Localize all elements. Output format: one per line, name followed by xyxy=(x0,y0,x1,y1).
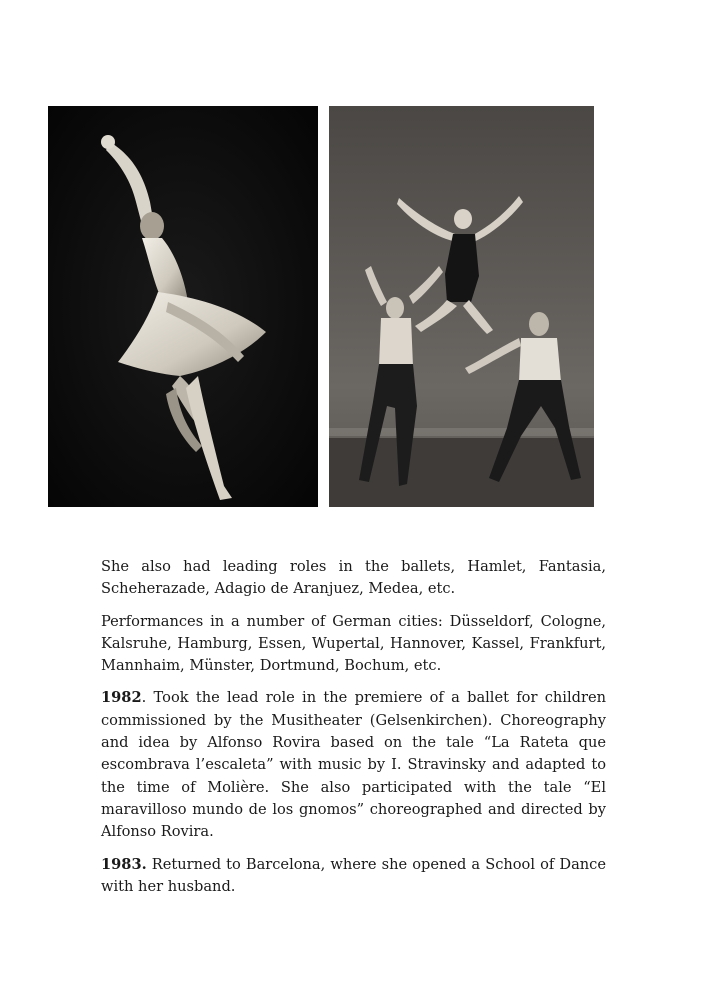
paragraph-3-bold: 1982 xyxy=(101,689,142,707)
paragraph-2 xyxy=(101,611,606,678)
paragraph-4-bold: 1983. xyxy=(101,855,147,873)
paragraph-2-text: Performances in a number of German cities: Düsseldorf, Cologne, Kalsruhe, Hamburg, Essen, Wupertal, Hannover, Kassel, Frankfurt, Mannhaim, Münster, Dortmund, Bochum, etc. xyxy=(101,612,606,675)
paragraph-1 xyxy=(101,556,606,601)
dance-trio-photo-graphic xyxy=(329,106,594,507)
ballerina-photo-graphic xyxy=(48,106,318,507)
paragraph-1-text: She also had leading roles in the ballets, Hamlet, Fantasia, Scheherazade, Adagio de Aranjuez, Medea, etc. xyxy=(101,558,606,598)
dance-trio-photo xyxy=(329,106,594,507)
ballerina-photo xyxy=(48,106,318,507)
paragraph-3-text: . Took the lead role in the premiere of a ballet for children commissioned by the Musitheater (Gelsenkirchen). Choreography and idea by Alfonso Rovira based on the tale “La Rateta que escombrava l’escaleta” with music by I. Stravinsky and adapted to the time of Molière. She also participated with the tale “El maravilloso mundo de los gnomos” choreographed and directed by Alfonso Rovira. xyxy=(101,689,606,841)
paragraph-3 xyxy=(101,687,606,843)
paragraph-4-text: Returned to Barcelona, where she opened a School of Dance with her husband. xyxy=(101,855,606,895)
paragraph-4 xyxy=(101,854,606,899)
body-text xyxy=(101,556,606,908)
